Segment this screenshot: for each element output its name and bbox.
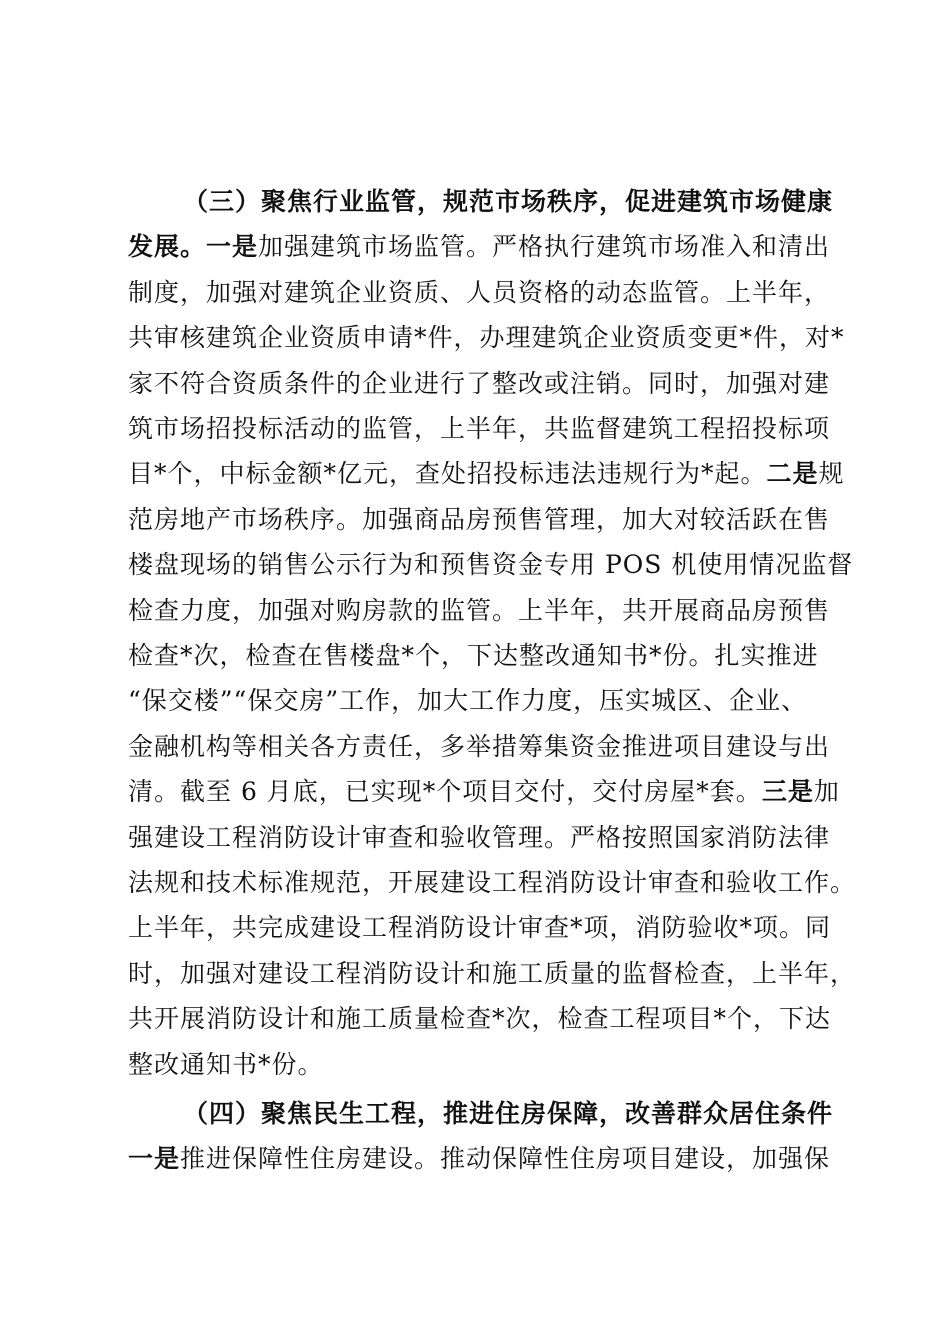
body-text: 共审核建筑企业资质申请*件，办理建筑企业资质变更*件，对* — [128, 323, 845, 352]
body-text: 检查力度，加强对购房款的监管。上半年，共开展商品房预售 — [128, 596, 831, 625]
item-marker-1: 一是 — [206, 232, 259, 261]
item-marker-4: 一是 — [128, 1144, 181, 1173]
section3-line-16 — [128, 868, 856, 898]
section4-heading: （四）聚焦民生工程，推进住房保障，改善群众居住条件 — [183, 1099, 834, 1128]
section3-line-20 — [128, 1050, 324, 1080]
body-text: 法规和技术标准规范，开展建设工程消防设计审查和验收工作。 — [128, 868, 857, 897]
section3-line-12 — [128, 686, 807, 716]
body-text: 筑市场招投标活动的监管，上半年，共监督建筑工程招投标项 — [128, 414, 831, 443]
section3-line-15 — [128, 823, 830, 853]
body-text: 检查*次，检查在售楼盘*个，下达整改通知书*份。扎实推进 — [128, 641, 819, 670]
body-text: 规 — [818, 459, 845, 488]
body-text: 整改通知书*份。 — [128, 1050, 324, 1079]
section3-line-10 — [128, 596, 830, 626]
section3-line-5 — [128, 369, 830, 399]
body-text: 加 — [813, 777, 840, 806]
item-marker-3: 三是 — [761, 777, 814, 806]
section3-line-6 — [128, 414, 830, 444]
section4-line-2 — [128, 1144, 830, 1174]
body-text: 上半年，共完成建设工程消防设计审查*项，消防验收*项。同 — [128, 913, 832, 942]
section3-line-7 — [128, 459, 845, 489]
section3-line-3 — [128, 278, 830, 308]
section3-line-11 — [128, 641, 819, 671]
body-text: 强建设工程消防设计审查和验收管理。严格按照国家消防法律 — [128, 823, 831, 852]
body-text: 加强建筑市场监管。严格执行建筑市场准入和清出 — [258, 232, 831, 261]
section3-line-8 — [128, 505, 830, 535]
body-text: 楼盘现场的销售公示行为和预售资金专用 POS 机使用情况监督 — [128, 550, 854, 579]
section4-heading-line — [183, 1099, 833, 1129]
body-text: 金融机构等相关各方责任，多举措筹集资金推进项目建设与出 — [128, 732, 831, 761]
section3-line-14 — [128, 777, 840, 807]
section3-heading-line — [183, 187, 833, 217]
body-text: 共开展消防设计和施工质量检查*次，检查工程项目*个，下达 — [128, 1004, 832, 1033]
section3-heading-end: 发展。 — [128, 232, 207, 261]
section3-line-13 — [128, 732, 830, 762]
body-text: 清。截至 6 月底，已实现*个项目交付，交付房屋*套。 — [128, 777, 762, 806]
body-text: 制度，加强对建筑企业资质、人员资格的动态监管。上半年， — [128, 278, 831, 307]
section3-heading: （三）聚焦行业监管，规范市场秩序，促进建筑市场健康 — [183, 187, 834, 216]
body-text: 范房地产市场秩序。加强商品房预售管理，加大对较活跃在售 — [128, 505, 831, 534]
body-text: 推进保障性住房建设。推动保障性住房项目建设，加强保 — [180, 1144, 831, 1173]
section3-line-2 — [128, 232, 830, 262]
body-text: “保交楼”“保交房”工作，加大工作力度，压实城区、企业、 — [128, 686, 808, 715]
section3-line-18 — [128, 959, 856, 989]
section3-line-9 — [128, 550, 853, 580]
body-text: 时，加强对建设工程消防设计和施工质量的监督检查，上半年， — [128, 959, 857, 988]
section3-line-4 — [128, 323, 845, 353]
body-text: 家不符合资质条件的企业进行了整改或注销。同时，加强对建 — [128, 369, 831, 398]
item-marker-2: 二是 — [766, 459, 819, 488]
section3-line-17 — [128, 913, 831, 943]
section3-line-19 — [128, 1004, 831, 1034]
body-text: 目*个，中标金额*亿元，查处招投标违法违规行为*起。 — [128, 459, 767, 488]
